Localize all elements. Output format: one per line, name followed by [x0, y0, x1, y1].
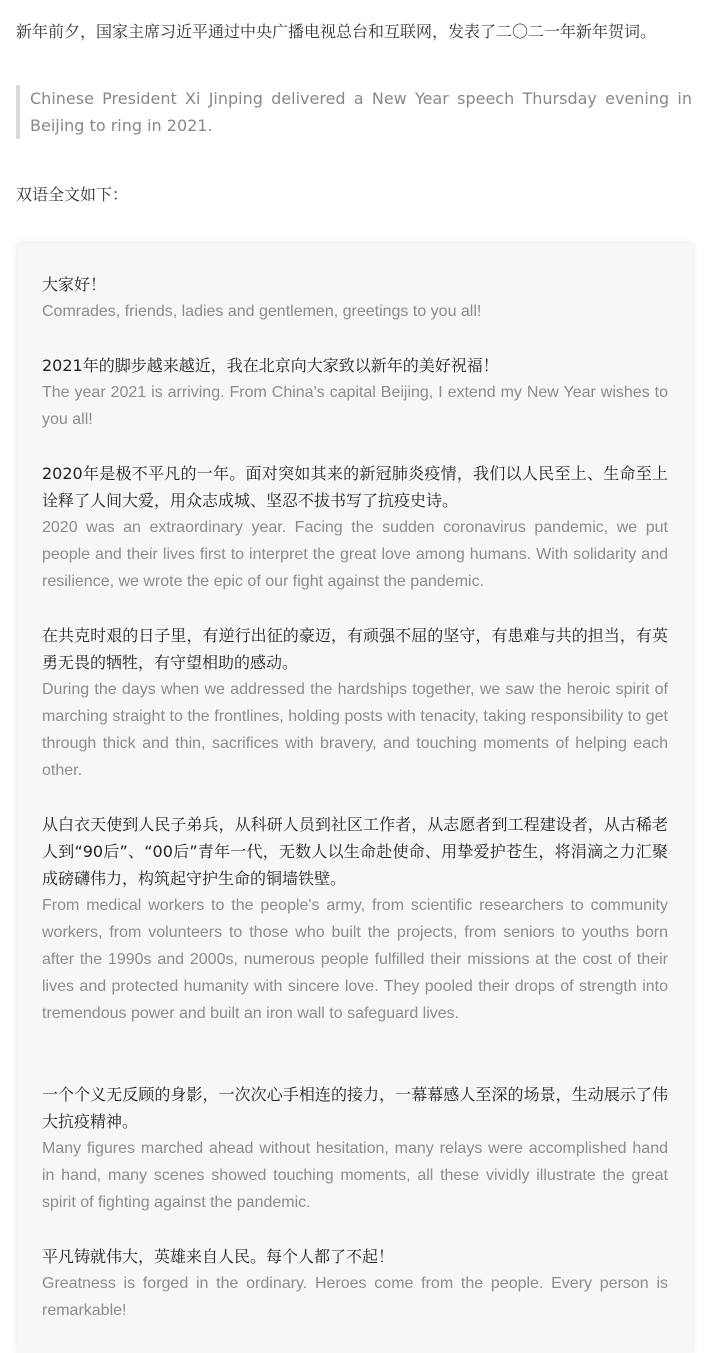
chinese-text: 从白衣天使到人民子弟兵，从科研人员到社区工作者，从志愿者到工程建设者，从古稀老人到“90后”、“00后”青年一代，无数人以生命赴使命、用挚爱护苍生，将涓滴之力汇聚成磅礴伟力，构筑起守护生命的铜墙铁壁。: [42, 815, 668, 888]
english-text: From medical workers to the people's army, from scientific researchers to community workers, from volunteers to those who built the projects, from seniors to youths born after the 1990s and 2000s, numerous people fulfilled their missions at the cost of their lives and protected humanity with sincere love. They pooled their drops of strength into tremendous power and built an iron wall to safeguard lives.: [42, 897, 668, 1022]
speech-paragraph: [42, 352, 668, 433]
chinese-text: 平凡铸就伟大，英雄来自人民。每个人都了不起！: [42, 1247, 395, 1266]
speech-paragraph: [42, 1243, 668, 1324]
english-text: During the days when we addressed the hardships together, we saw the heroic spirit of marching straight to the frontlines, holding posts with tenacity, taking responsibility to get through thick and thin, sacrifices with bravery, and touching moments of helping each other.: [42, 681, 668, 779]
speech-paragraph: [42, 271, 668, 325]
speech-paragraph: [42, 460, 668, 595]
speech-paragraph: [42, 622, 668, 784]
english-text: Many figures marched ahead without hesitation, many relays were accomplished hand in hand, many scenes showed touching moments, all these vividly illustrate the great spirit of fighting against the pandemic.: [42, 1140, 668, 1211]
speech-text-box: [17, 243, 693, 1353]
intro-text: 新年前夕，国家主席习近平通过中央广播电视总台和互联网，发表了二〇二一年新年贺词。: [16, 22, 657, 41]
chinese-text: 大家好！: [42, 275, 107, 294]
english-text: The year 2021 is arriving. From China's capital Beijing, I extend my New Year wishes to you all!: [42, 384, 668, 428]
english-text: 2020 was an extraordinary year. Facing the sudden coronavirus pandemic, we put people and their lives first to interpret the great love among humans. With solidarity and resilience, we wrote the epic of our fight against the pandemic.: [42, 519, 668, 590]
bilingual-lead-text: 双语全文如下：: [16, 185, 129, 204]
speech-paragraph: [42, 1081, 668, 1216]
chinese-text: 在共克时艰的日子里，有逆行出征的豪迈，有顽强不屈的坚守，有患难与共的担当，有英勇无畏的牺牲，有守望相助的感动。: [42, 626, 668, 672]
chinese-text: 2020年是极不平凡的一年。面对突如其来的新冠肺炎疫情，我们以人民至上、生命至上诠释了人间大爱，用众志成城、坚忍不拔书写了抗疫史诗。: [42, 464, 668, 510]
english-text: Greatness is forged in the ordinary. Heroes come from the people. Every person is remarkable!: [42, 1275, 668, 1319]
chinese-text: 一个个义无反顾的身影，一次次心手相连的接力，一幕幕感人至深的场景，生动展示了伟大抗疫精神。: [42, 1085, 668, 1131]
english-text: Comrades, friends, ladies and gentlemen, greetings to you all!: [42, 303, 482, 320]
speech-paragraph: [42, 811, 668, 1027]
chinese-text: 2021年的脚步越来越近，我在北京向大家致以新年的美好祝福！: [42, 356, 499, 375]
summary-quote: Chinese President Xi Jinping delivered a New Year speech Thursday evening in Beijing to ring in 2021.: [16, 85, 692, 139]
